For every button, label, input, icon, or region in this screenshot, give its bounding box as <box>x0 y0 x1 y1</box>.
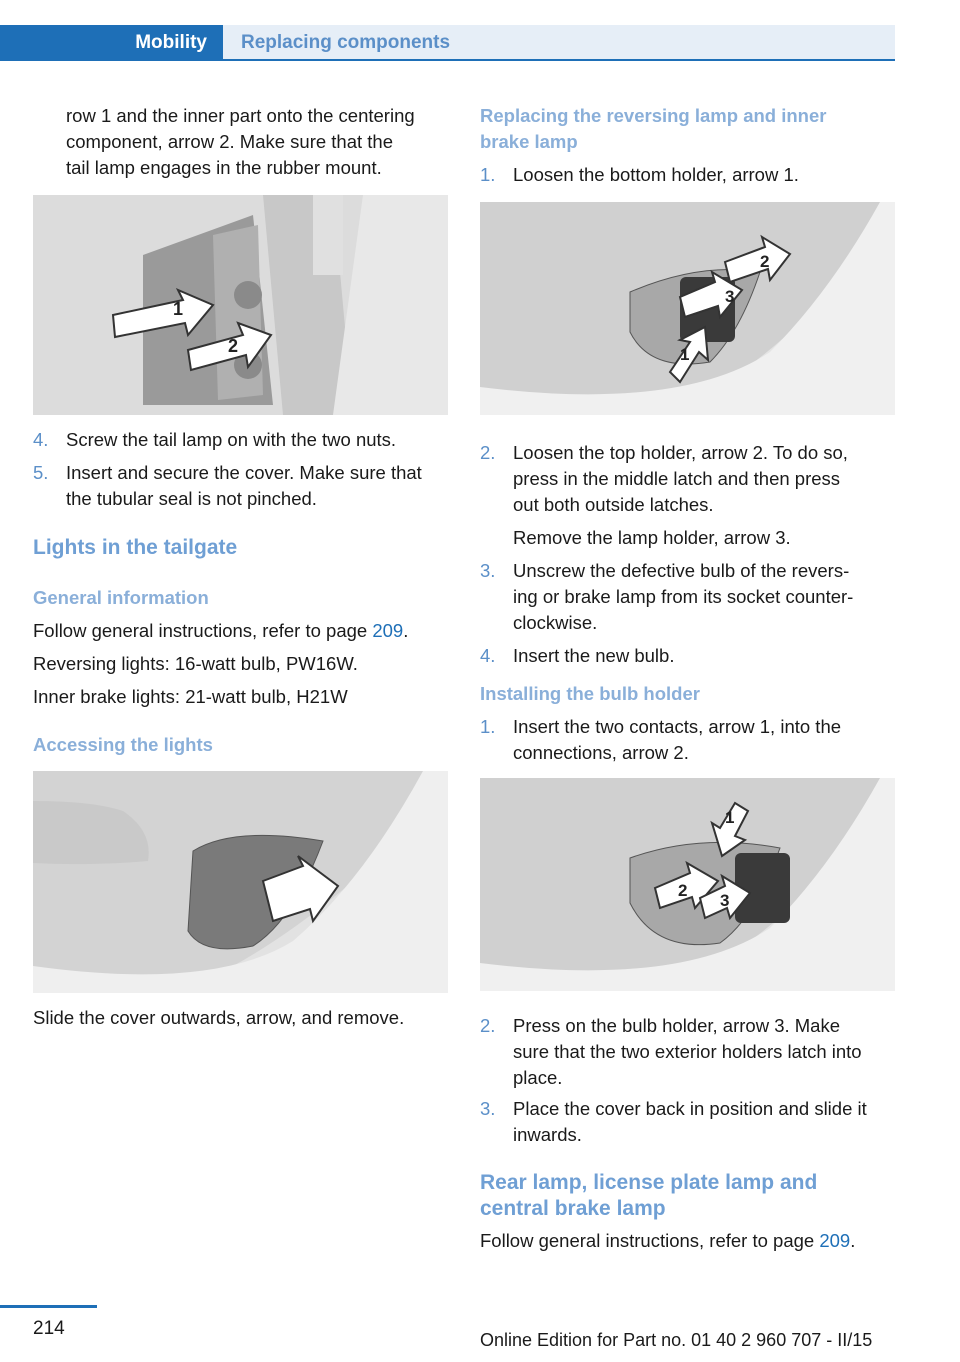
topic-tab <box>223 25 895 61</box>
fig3-label-3: 3 <box>720 891 730 910</box>
page-header <box>0 25 895 61</box>
tail-lamp-figure <box>33 195 448 415</box>
accessing-lights-heading: Accessing the lights <box>33 734 213 755</box>
install-step-1-line-2: connections, arrow 2. <box>513 742 689 763</box>
intro-line-2: component, arrow 2. Make sure that the <box>66 131 394 152</box>
inner-brake-text: Inner brake lights: 21-watt bulb, H21W <box>33 686 348 707</box>
right-step-3-num: 3. <box>480 560 496 581</box>
fig1-label-1: 1 <box>173 299 184 319</box>
left-step-5-line-1: Insert and secure the cover. Make sure that <box>66 462 422 483</box>
right-step-4-text: Insert the new bulb. <box>513 645 675 666</box>
replacing-heading-line-1: Replacing the reversing lamp and inner <box>480 105 827 126</box>
fig3-label-1: 1 <box>725 808 735 827</box>
fig1-label-2: 2 <box>228 336 239 356</box>
right-step-2-line-3: out both outside latches. <box>513 494 714 515</box>
fig2-label-2: 2 <box>760 252 770 271</box>
right-step-4-num: 4. <box>480 645 496 666</box>
rear-lamp-heading-line-1: Rear lamp, license plate lamp and <box>480 1171 818 1194</box>
cover-step-3-num: 3. <box>480 1098 496 1119</box>
rear-lamp-text: Follow general instructions, refer to page 209. <box>480 1230 856 1251</box>
bulb-holder-figure-2 <box>480 778 895 991</box>
cover-figure <box>33 771 448 993</box>
edition-text: Online Edition for Part no. 01 40 2 960 707 - II/15 <box>480 1330 873 1350</box>
page-link-209[interactable]: 209 <box>372 620 404 641</box>
left-step-5-num: 5. <box>33 462 49 483</box>
lights-tailgate-heading: Lights in the tailgate <box>33 536 238 559</box>
remove-holder-text: Remove the lamp holder, arrow 3. <box>513 527 791 548</box>
general-info-text: Follow general instructions, refer to page 209. <box>33 620 409 641</box>
right-step-3-line-1: Unscrew the defective bulb of the revers‐ <box>513 560 850 581</box>
fig2-label-1: 1 <box>680 345 690 364</box>
intro-line-1: row 1 and the inner part onto the centering <box>66 105 415 126</box>
left-step-4-text: Screw the tail lamp on with the two nuts. <box>66 429 397 450</box>
right-step-1-text: Loosen the bottom holder, arrow 1. <box>513 164 799 185</box>
press-step-2-line-2: sure that the two exterior holders latch into <box>513 1041 862 1062</box>
intro-line-3: tail lamp engages in the rubber mount. <box>66 157 382 178</box>
bulb-holder-figure-1 <box>480 202 895 415</box>
footer-rule <box>0 1305 97 1308</box>
replacing-heading-line-2: brake lamp <box>480 131 578 152</box>
right-step-1-num: 1. <box>480 164 496 185</box>
cover-step-3-line-1: Place the cover back in position and slide it <box>513 1098 867 1119</box>
left-step-4-num: 4. <box>33 429 49 450</box>
right-step-3-line-3: clockwise. <box>513 612 598 633</box>
cover-step-3-line-2: inwards. <box>513 1124 582 1145</box>
fig3-label-2: 2 <box>678 881 688 900</box>
right-step-2-num: 2. <box>480 442 496 463</box>
press-step-2-num: 2. <box>480 1015 496 1036</box>
press-step-2-line-3: place. <box>513 1067 563 1088</box>
install-step-1-num: 1. <box>480 716 496 737</box>
slide-cover-text: Slide the cover outwards, arrow, and remove. <box>33 1007 405 1028</box>
page-number: 214 <box>33 1318 65 1339</box>
install-holder-heading: Installing the bulb holder <box>480 683 700 704</box>
reversing-lights-text: Reversing lights: 16-watt bulb, PW16W. <box>33 653 358 674</box>
rear-lamp-heading-line-2: central brake lamp <box>480 1197 666 1220</box>
install-step-1-line-1: Insert the two contacts, arrow 1, into the <box>513 716 842 737</box>
left-step-5-line-2: the tubular seal is not pinched. <box>66 488 317 509</box>
press-step-2-line-1: Press on the bulb holder, arrow 3. Make <box>513 1015 841 1036</box>
general-info-heading: General information <box>33 587 209 608</box>
header-rule <box>0 59 895 61</box>
right-step-3-line-2: ing or brake lamp from its socket counter‐ <box>513 586 854 607</box>
section-tab <box>0 25 223 61</box>
section-label: Mobility <box>135 32 207 53</box>
right-step-2-line-1: Loosen the top holder, arrow 2. To do so, <box>513 442 848 463</box>
fig2-label-3: 3 <box>725 287 735 306</box>
page-link-209-right[interactable]: 209 <box>819 1230 851 1251</box>
right-step-2-line-2: press in the middle latch and then press <box>513 468 841 489</box>
topic-label: Replacing components <box>241 32 451 53</box>
